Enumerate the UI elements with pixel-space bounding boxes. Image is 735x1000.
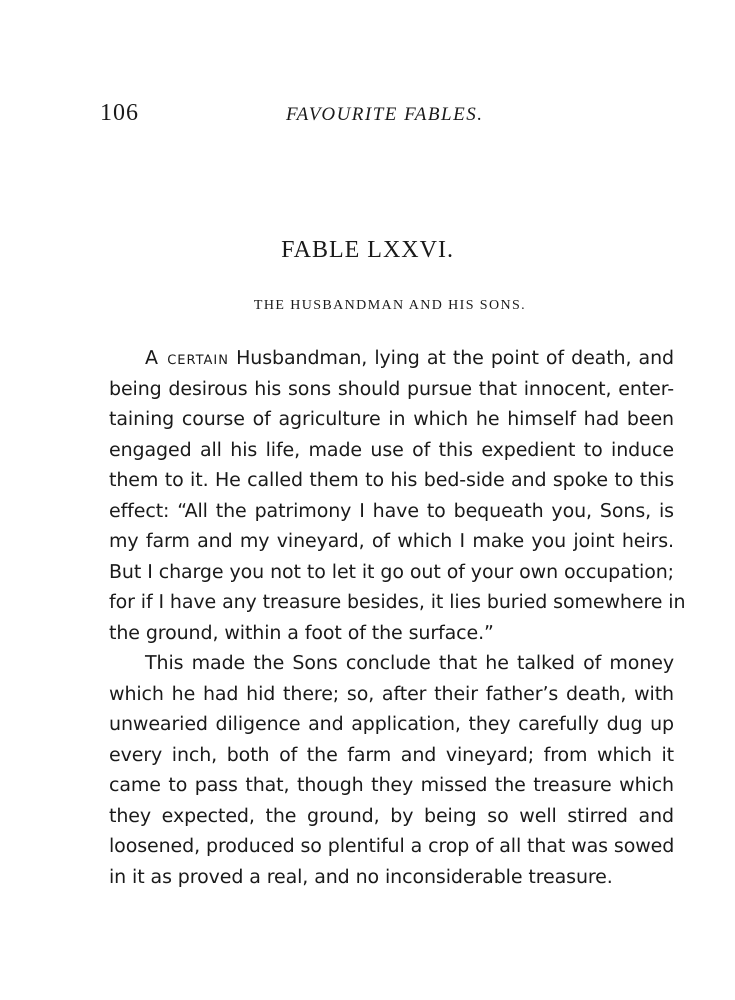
- paragraph-1-line-1: [109, 343, 674, 374]
- page-number: 106: [100, 100, 139, 126]
- paragraph-2-line: every inch, both of the farm and vineyard; from which it: [109, 743, 674, 766]
- paragraph-1-line-1-rest: Husbandman, lying at the point of death, and: [228, 347, 674, 369]
- paragraph-1-line: effect: “All the patrimony I have to bequeath you, Sons, is: [109, 499, 674, 522]
- paragraph-1-line: engaged all his life, made use of this expedient to induce: [109, 438, 674, 461]
- paragraph-2-line: loosened, produced so plentiful a crop of all that was sowed: [109, 835, 675, 857]
- paragraph-1-line: the ground, within a foot of the surface.”: [109, 621, 494, 644]
- fable-title: THE HUSBANDMAN AND HIS SONS.: [253, 298, 527, 313]
- paragraph-2-line: unwearied diligence and application, they carefully dug up: [109, 713, 674, 735]
- paragraph-1-line: for if I have any treasure besides, it lies buried somewhere in: [109, 591, 686, 613]
- running-head: [100, 100, 645, 130]
- opening-word: A certain: [145, 347, 229, 369]
- fable-text: [109, 343, 686, 892]
- running-title: FAVOURITE FABLES.: [286, 104, 484, 125]
- paragraph-1-line: my farm and my vineyard, of which I make you joint heirs.: [109, 530, 674, 552]
- fable-number: FABLE LXXVI.: [281, 237, 454, 263]
- paragraph-2-line: which he had hid there; so, after their father’s death, with: [109, 682, 674, 705]
- paragraph-2-line: came to pass that, though they missed the treasure which: [109, 774, 674, 796]
- paragraph-2-line: in it as proved a real, and no inconsiderable treasure.: [109, 865, 613, 888]
- paragraph-2-line: they expected, the ground, by being so well stirred and: [109, 804, 674, 827]
- paragraph-1-line: But I charge you not to let it go out of your own occupation;: [109, 560, 674, 583]
- paragraph-1-line: taining course of agriculture in which he himself had been: [109, 408, 674, 430]
- paragraph-1-line: being desirous his sons should pursue that innocent, enter-: [109, 377, 674, 400]
- paragraph-1-line: them to it. He called them to his bed-side and spoke to this: [109, 469, 674, 491]
- paragraph-2-line: This made the Sons conclude that he talked of money: [145, 652, 674, 674]
